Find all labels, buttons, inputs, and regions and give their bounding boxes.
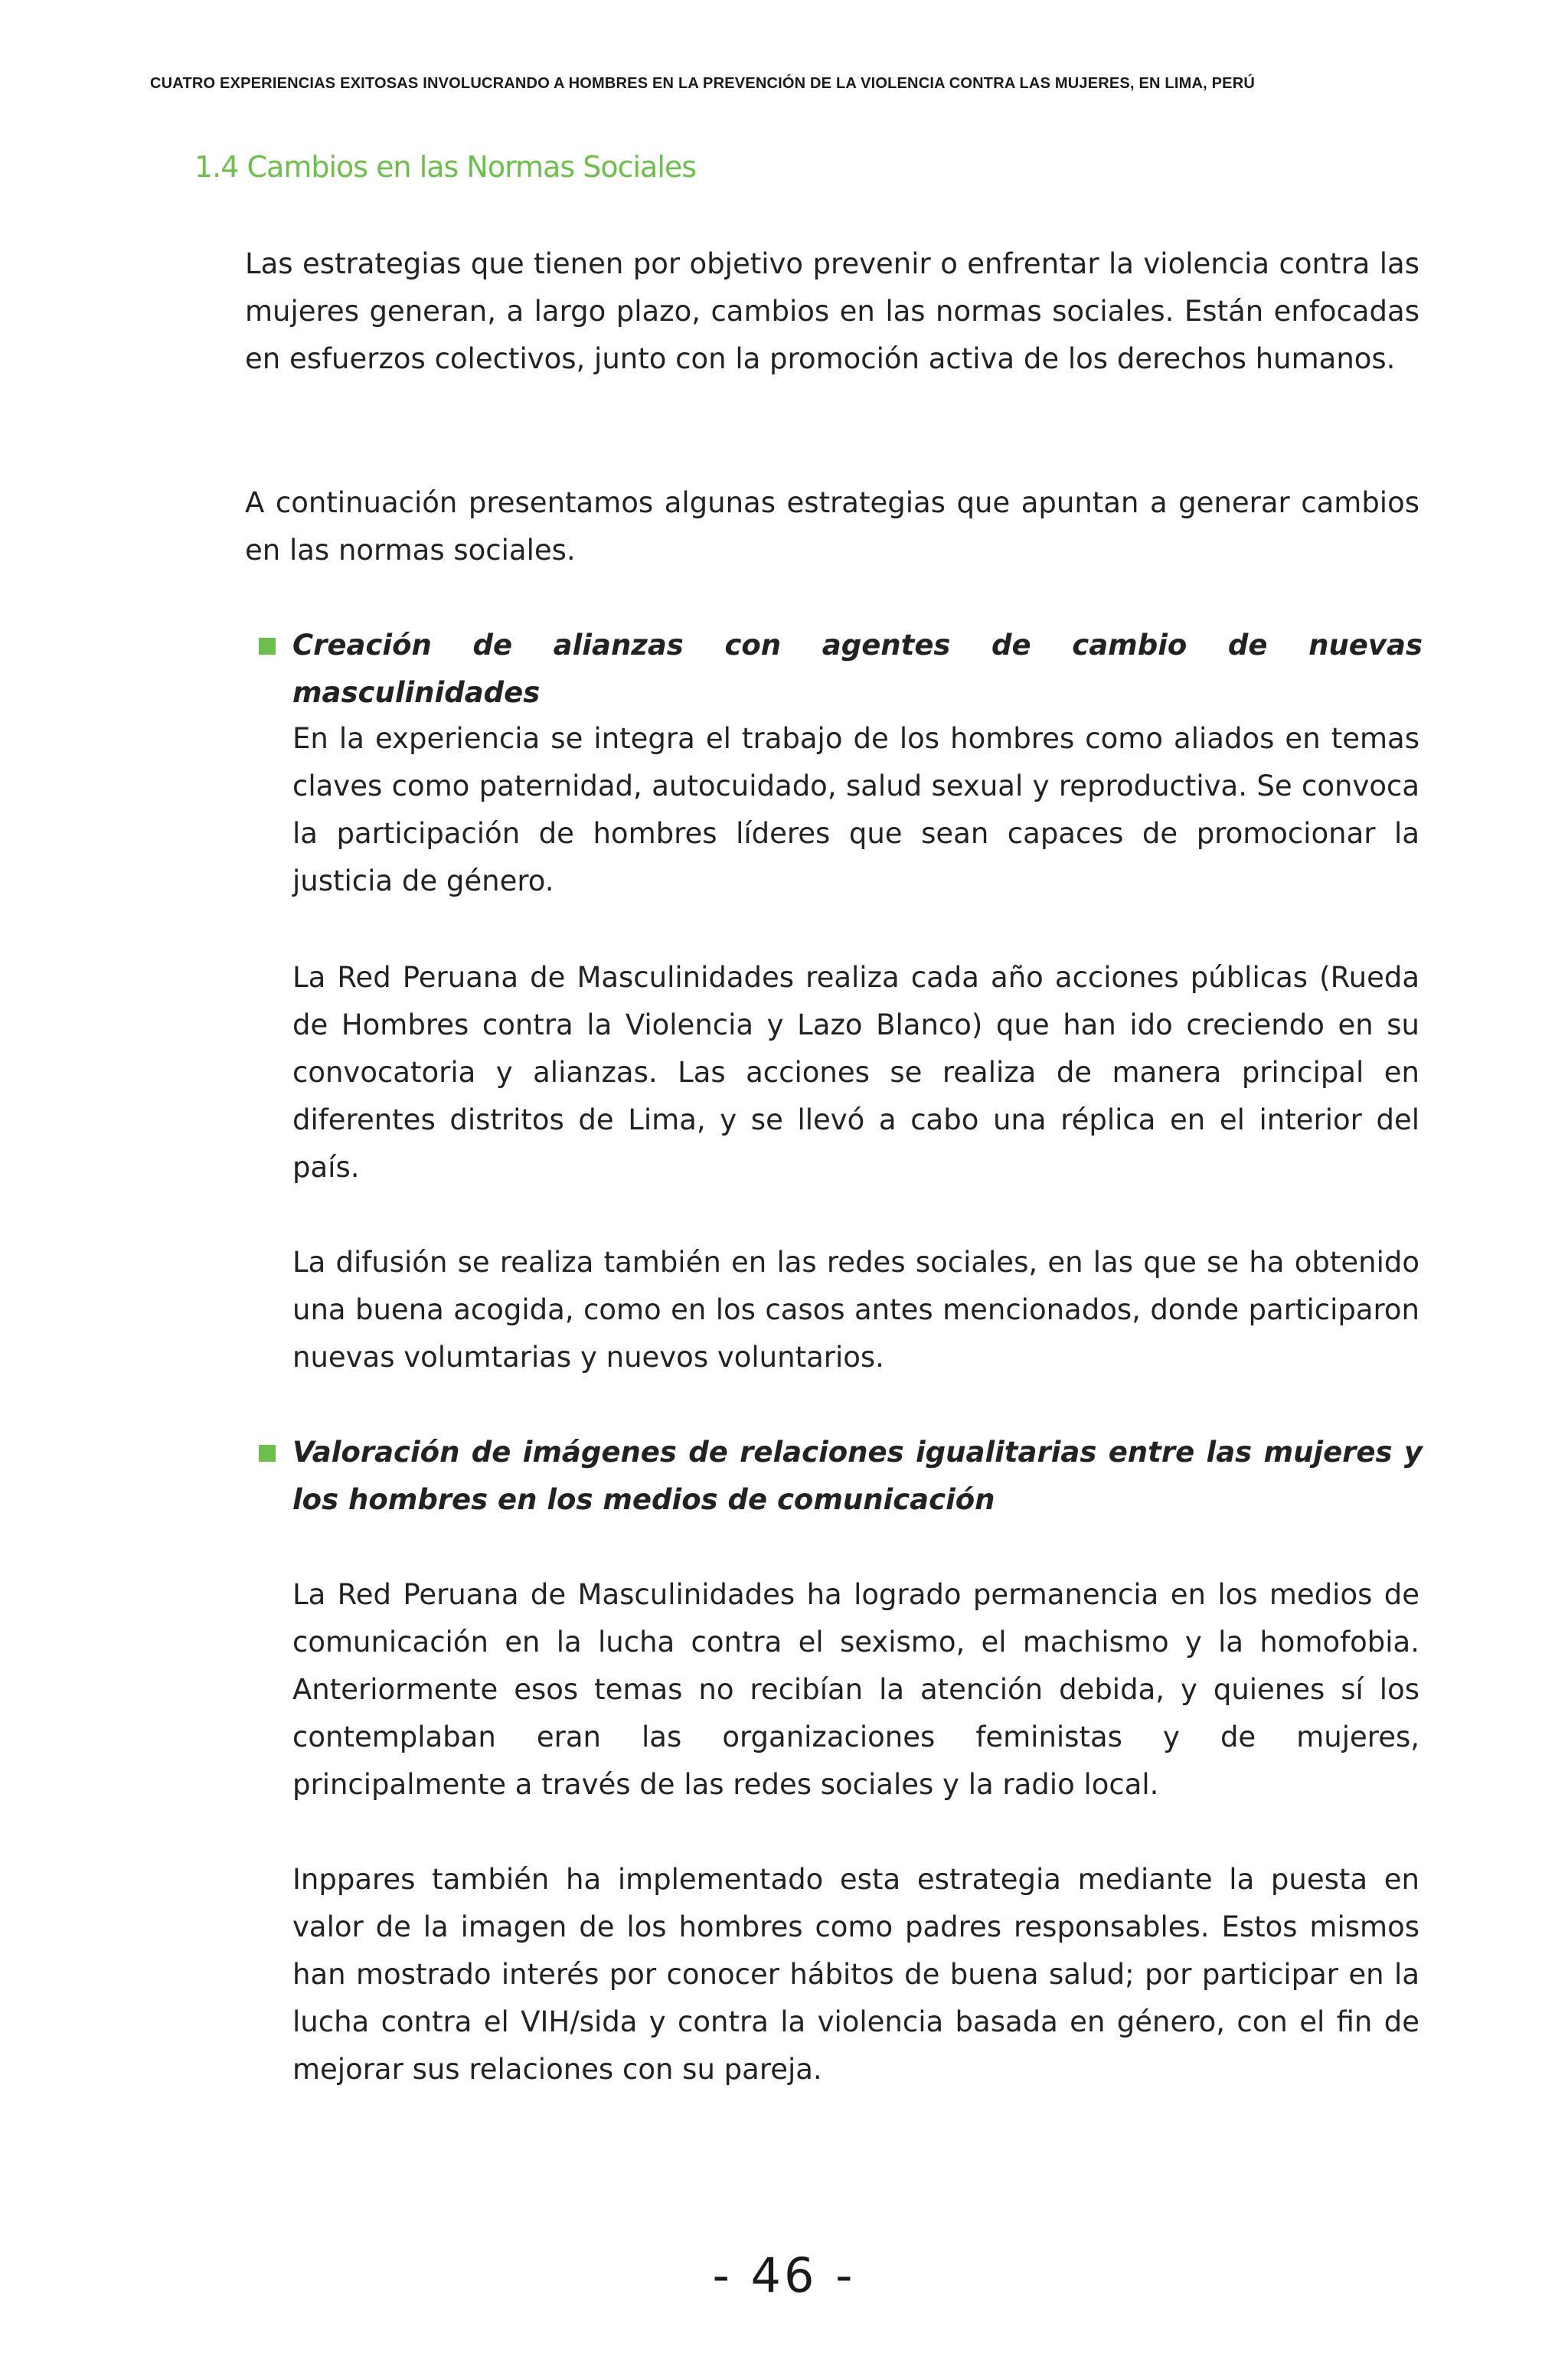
strategy-heading-text: Valoración de imágenes de relaciones igualitarias entre las mujeres y los hombres en los medios de comunicación (292, 1436, 1423, 1516)
running-header: CUATRO EXPERIENCIAS EXITOSAS INVOLUCRANDO A HOMBRES EN LA PREVENCIÓN DE LA VIOLENCIA CONTRA LAS MUJERES, EN LIMA, PERÚ (150, 75, 1255, 92)
strategy-heading (259, 1429, 1423, 1524)
strategy-paragraph: La difusión se realiza también en las redes sociales, en las que se ha obtenido una buena acogida, como en los casos antes mencionados, donde participaron nuevas volumtarias y nuevos voluntarios. (292, 1246, 1419, 1374)
strategy-paragraph: En la experiencia se integra el trabajo de los hombres como aliados en temas claves como paternidad, autocuidado, salud sexual y reproductiva. Se convoca la participación de hombres líderes que sean capaces de promocionar la justicia de género. (292, 722, 1419, 897)
strategy-paragraph: La Red Peruana de Masculinidades ha logrado permanencia en los medios de comunicación en la lucha contra el sexismo, el machismo y la homofobia. Anteriormente esos temas no recibían la atención debida, y quienes sí los contemplaban eran las organizaciones feministas y de mujeres, principalmente a través de las redes sociales y la radio local. (292, 1578, 1419, 1801)
intro-paragraph: Las estrategias que tienen por objetivo prevenir o enfrentar la violencia contra las mujeres generan, a largo plazo, cambios en las normas sociales. Están enfocadas en esfuerzos colectivos, junto con la promoción activa de los derechos humanos. (245, 247, 1419, 375)
strategy-heading-text: Creación de alianzas con agentes de cambio de nuevas masculinidades (292, 629, 1423, 709)
bullet-square-icon (259, 638, 276, 655)
intro-paragraph: A continuación presentamos algunas estrategias que apuntan a generar cambios en las normas sociales. (245, 486, 1419, 567)
bullet-square-icon (259, 1445, 276, 1462)
strategy-paragraph: Inppares también ha implementado esta estrategia mediante la puesta en valor de la imagen de los hombres como padres responsables. Estos mismos han mostrado interés por conocer hábitos de buena salud; por participar en la lucha contra el VIH/sida y contra la violencia basada en género, con el fin de mejorar sus relaciones con su pareja. (292, 1863, 1419, 2086)
section-title: 1.4 Cambios en las Normas Sociales (194, 150, 697, 184)
strategy-heading (259, 622, 1423, 717)
strategy-paragraph: La Red Peruana de Masculinidades realiza cada año acciones públicas (Rueda de Hombres contra la Violencia y Lazo Blanco) que han ido creciendo en su convocatoria y alianzas. Las acciones se realiza de manera principal en diferentes distritos de Lima, y se llevó a cabo una réplica en el interior del país. (292, 961, 1419, 1184)
page-number: - 46 - (712, 2247, 856, 2303)
